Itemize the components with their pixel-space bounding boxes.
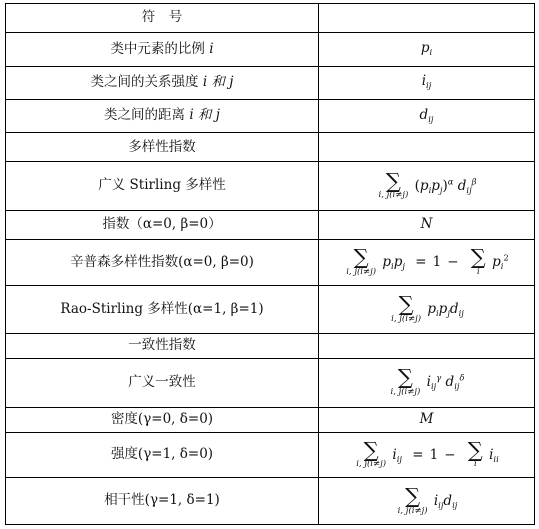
section-row bbox=[6, 133, 535, 162]
sum-symbol: ∑ i bbox=[470, 244, 486, 277]
row-label: 广义一致性 bbox=[6, 359, 319, 407]
table-row bbox=[6, 478, 535, 525]
row-formula: ∑ i, j(i≠j) $p_ip_jd_{ij}$ bbox=[319, 285, 535, 333]
row-label: 广义 Stirling 多样性 bbox=[6, 162, 319, 210]
row-label: 类之间的关系强度 i 和 j bbox=[6, 66, 319, 99]
table-row bbox=[6, 99, 535, 132]
row-formula: ∑ i, j(i≠j) $(p_ip_j)^\alpha$ $d_{ij}^\beta$ bbox=[319, 162, 535, 210]
sum-symbol: ∑ i, j(i≠j) bbox=[397, 483, 428, 516]
sum-symbol: ∑ i, j(i≠j) bbox=[390, 365, 421, 398]
sum-symbol: ∑ i bbox=[467, 437, 483, 470]
row-label: 指数（α=0, β=0） bbox=[6, 210, 319, 239]
row-label: 辛普森多样性指数(α=0, β=0) bbox=[6, 240, 319, 285]
table-row bbox=[6, 33, 535, 66]
row-formula: M bbox=[319, 407, 535, 432]
row-label: Rao-Stirling 多样性(α=1, β=1) bbox=[6, 285, 319, 333]
table-header-row bbox=[6, 4, 535, 33]
row-label: 密度(γ=0, δ=0) bbox=[6, 407, 319, 432]
table-row bbox=[6, 285, 535, 333]
sum-symbol: ∑ i, j(i≠j) bbox=[391, 291, 422, 324]
table-row bbox=[6, 432, 535, 477]
row-formula: $i_{ij}$ bbox=[319, 66, 535, 99]
header-value bbox=[319, 4, 535, 33]
table-row bbox=[6, 407, 535, 432]
table-row bbox=[6, 210, 535, 239]
table-row bbox=[6, 240, 535, 285]
row-formula: N bbox=[319, 210, 535, 239]
row-label: 类中元素的比例 i bbox=[6, 33, 319, 66]
sum-symbol: ∑ i, j(i≠j) bbox=[378, 168, 409, 201]
row-label: 相干性(γ=1, δ=1) bbox=[6, 478, 319, 525]
row-label: 强度(γ=1, δ=0) bbox=[6, 432, 319, 477]
sum-symbol: ∑ i, j(i≠j) bbox=[346, 244, 377, 277]
row-formula: ∑ i, j(i≠j) $i_{ij} = 1$ − ∑ i $i_{ii}$ bbox=[319, 432, 535, 477]
symbol-table bbox=[5, 3, 535, 525]
row-formula: $p_i$ bbox=[319, 33, 535, 66]
table-row bbox=[6, 359, 535, 407]
row-formula: ∑ i, j(i≠j) $i_{ij}d_{ij}$ bbox=[319, 478, 535, 525]
header-symbol: 符 号 bbox=[6, 4, 319, 33]
row-formula: ∑ i, j(i≠j) $p_ip_j = 1$ − ∑ i $p_i^2$ bbox=[319, 240, 535, 285]
row-formula: $d_{ij}$ bbox=[319, 99, 535, 132]
section-row bbox=[6, 334, 535, 359]
section-title: 多样性指数 bbox=[6, 133, 319, 162]
sum-symbol: ∑ i, j(i≠j) bbox=[356, 437, 387, 470]
table-row bbox=[6, 66, 535, 99]
table-row bbox=[6, 162, 535, 210]
section-title: 一致性指数 bbox=[6, 334, 319, 359]
row-label: 类之间的距离 i 和 j bbox=[6, 99, 319, 132]
row-formula: ∑ i, j(i≠j) $i_{ij}^\gamma$ $d_{ij}^\delta$ bbox=[319, 359, 535, 407]
